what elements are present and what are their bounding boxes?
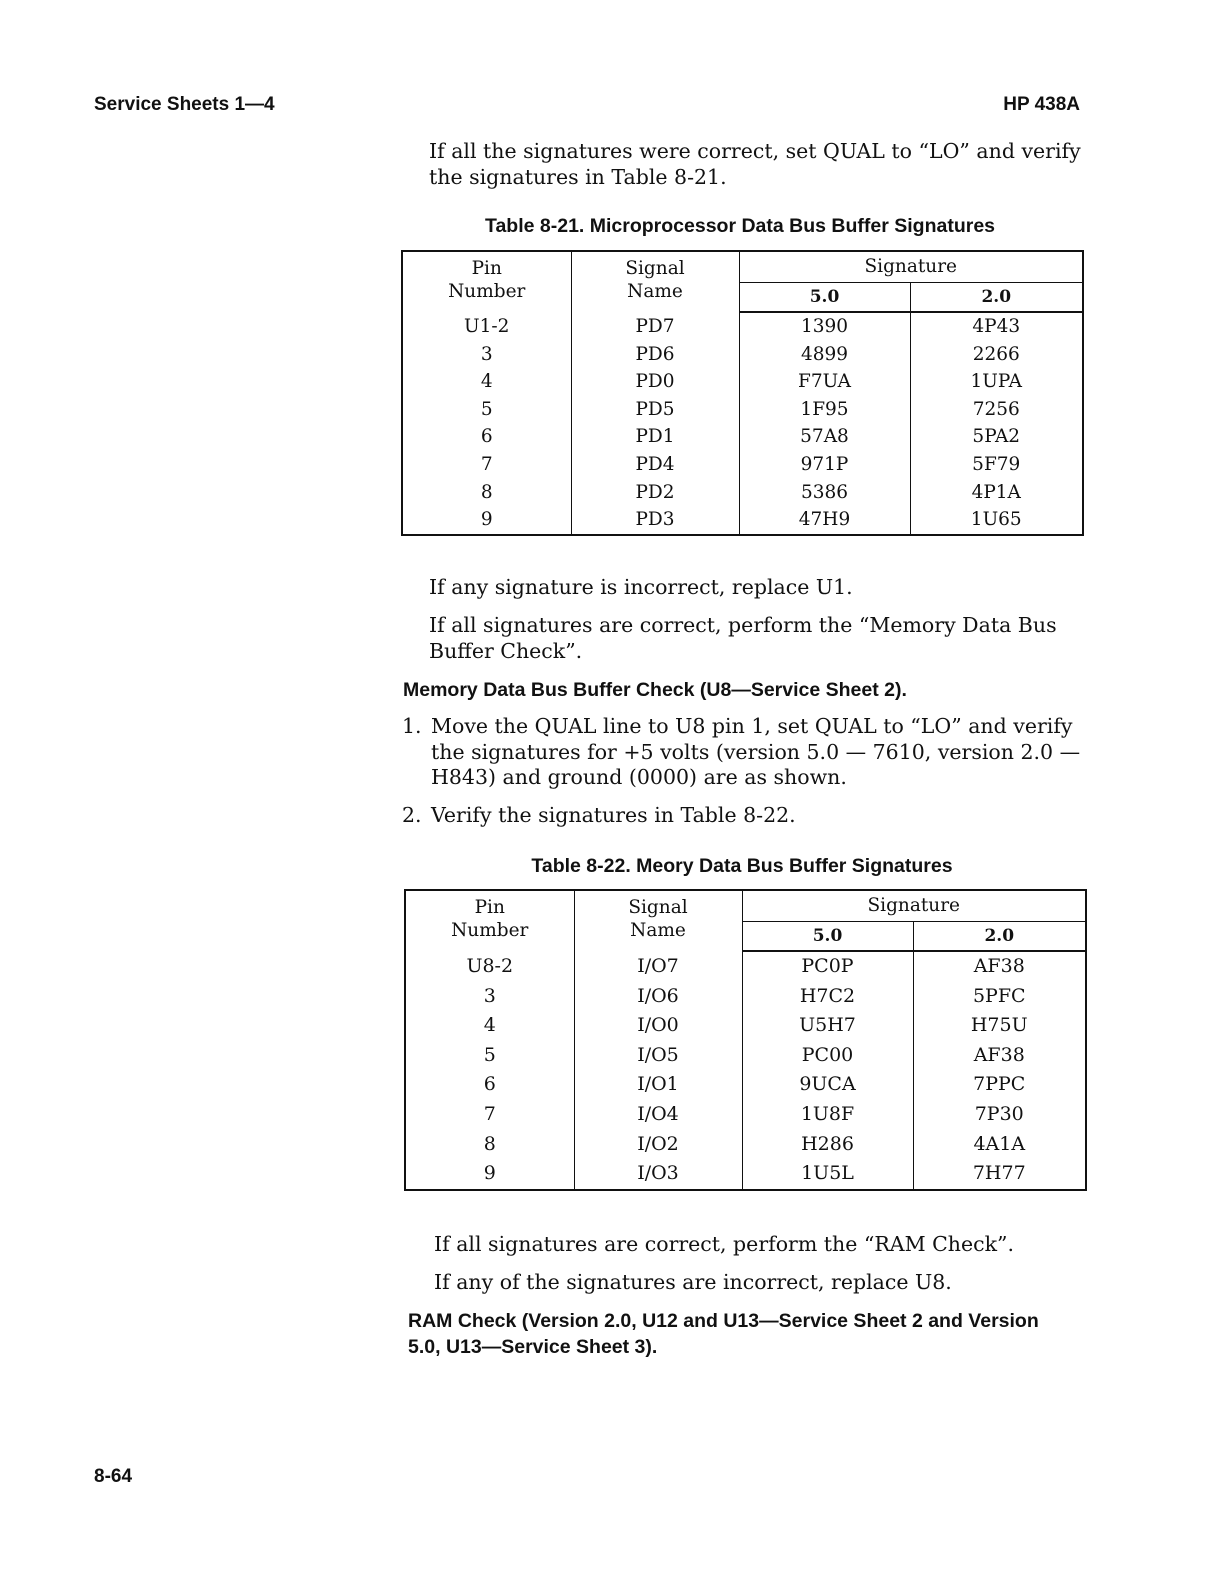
table-row bbox=[405, 1159, 1086, 1190]
cell-pin: 8 bbox=[402, 479, 571, 507]
cell-v50: 1U5L bbox=[742, 1159, 913, 1190]
cell-pin: 3 bbox=[402, 341, 571, 369]
version-2-0-header: 2.0 bbox=[910, 283, 1083, 313]
signal-name-header: Signal Name bbox=[571, 251, 739, 312]
table-row bbox=[405, 951, 1086, 982]
cell-pin: U8-2 bbox=[405, 951, 574, 982]
ram-check-heading bbox=[408, 1308, 1039, 1360]
version-2-0-header: 2.0 bbox=[913, 922, 1086, 952]
table-row bbox=[402, 451, 1083, 479]
cell-pin: 3 bbox=[405, 982, 574, 1012]
cell-pin: 6 bbox=[402, 423, 571, 451]
cell-signal: PD6 bbox=[571, 341, 739, 369]
cell-v50: 1U8F bbox=[742, 1100, 913, 1130]
cell-v50: 47H9 bbox=[739, 506, 910, 535]
running-header-section: Service Sheets 1—4 bbox=[94, 94, 275, 115]
cell-v20: 4P43 bbox=[910, 312, 1083, 341]
cell-signal: I/O1 bbox=[574, 1070, 742, 1100]
memory-check-instruction: If all signatures are correct, perform the “Memory Data Bus Buffer Check”. bbox=[429, 613, 1057, 663]
cell-v20: H75U bbox=[913, 1011, 1086, 1041]
step-2-text: Verify the signatures in Table 8-22. bbox=[431, 803, 796, 827]
replace-u1-note: If any signature is incorrect, replace U1. bbox=[429, 575, 853, 599]
cell-v50: 5386 bbox=[739, 479, 910, 507]
cell-signal: PD7 bbox=[571, 312, 739, 341]
cell-v50: U5H7 bbox=[742, 1011, 913, 1041]
table-8-22-caption: Table 8-22. Meory Data Bus Buffer Signatures bbox=[531, 855, 953, 877]
cell-signal: PD1 bbox=[571, 423, 739, 451]
cell-pin: 4 bbox=[405, 1011, 574, 1041]
table-row bbox=[405, 1130, 1086, 1160]
cell-signal: PD0 bbox=[571, 368, 739, 396]
cell-v50: 1390 bbox=[739, 312, 910, 341]
cell-pin: 9 bbox=[402, 506, 571, 535]
cell-v50: F7UA bbox=[739, 368, 910, 396]
cell-v50: 971P bbox=[739, 451, 910, 479]
ram-check-heading-line2: 5.0, U13—Service Sheet 3). bbox=[408, 1336, 658, 1358]
cell-v20: 5PFC bbox=[913, 982, 1086, 1012]
cell-pin: 7 bbox=[402, 451, 571, 479]
cell-pin: U1-2 bbox=[402, 312, 571, 341]
cell-v20: 2266 bbox=[910, 341, 1083, 369]
cell-v20: 7P30 bbox=[913, 1100, 1086, 1130]
table-row bbox=[405, 1041, 1086, 1071]
cell-v50: H286 bbox=[742, 1130, 913, 1160]
cell-v50: PC00 bbox=[742, 1041, 913, 1071]
version-5-0-header: 5.0 bbox=[739, 283, 910, 313]
cell-signal: I/O6 bbox=[574, 982, 742, 1012]
cell-v20: 7H77 bbox=[913, 1159, 1086, 1190]
cell-signal: I/O0 bbox=[574, 1011, 742, 1041]
ram-check-heading-line1: RAM Check (Version 2.0, U12 and U13—Service Sheet 2 and Version bbox=[408, 1310, 1039, 1332]
cell-v20: AF38 bbox=[913, 1041, 1086, 1071]
table-row bbox=[402, 479, 1083, 507]
running-header-model: HP 438A bbox=[1003, 94, 1080, 115]
cell-v20: 1U65 bbox=[910, 506, 1083, 535]
signal-name-header: Signal Name bbox=[574, 890, 742, 951]
cell-pin: 8 bbox=[405, 1130, 574, 1160]
cell-v50: 57A8 bbox=[739, 423, 910, 451]
table-row bbox=[405, 1100, 1086, 1130]
table-row bbox=[402, 396, 1083, 424]
table-row bbox=[405, 982, 1086, 1012]
memory-check-heading: Memory Data Bus Buffer Check (U8—Service Sheet 2). bbox=[403, 679, 907, 701]
cell-v20: 5F79 bbox=[910, 451, 1083, 479]
cell-v20: 4P1A bbox=[910, 479, 1083, 507]
cell-v20: 5PA2 bbox=[910, 423, 1083, 451]
table-8-21-body bbox=[402, 312, 1083, 535]
cell-v20: 7256 bbox=[910, 396, 1083, 424]
cell-v50: 9UCA bbox=[742, 1070, 913, 1100]
table-row bbox=[402, 368, 1083, 396]
table-8-22 bbox=[404, 889, 1087, 1191]
cell-signal: PD2 bbox=[571, 479, 739, 507]
cell-v50: 4899 bbox=[739, 341, 910, 369]
cell-pin: 9 bbox=[405, 1159, 574, 1190]
pin-number-header: Pin Number bbox=[402, 251, 571, 312]
cell-signal: I/O2 bbox=[574, 1130, 742, 1160]
cell-signal: PD5 bbox=[571, 396, 739, 424]
step-2-number: 2. bbox=[402, 803, 422, 827]
cell-pin: 6 bbox=[405, 1070, 574, 1100]
signature-header: Signature bbox=[742, 890, 1086, 922]
intro-paragraph: If all the signatures were correct, set QUAL to “LO” and verify the signatures in Table 8-21. bbox=[429, 139, 1081, 189]
cell-pin: 5 bbox=[405, 1041, 574, 1071]
step-1-text: Move the QUAL line to U8 pin 1, set QUAL to “LO” and verify the signatures for +5 volts (version 5.0 — 7610, version 2.0 — H843) and ground (0000) are as shown. bbox=[431, 714, 1081, 789]
table-row bbox=[402, 423, 1083, 451]
table-row bbox=[405, 1011, 1086, 1041]
table-row bbox=[402, 506, 1083, 535]
cell-signal: I/O3 bbox=[574, 1159, 742, 1190]
cell-pin: 7 bbox=[405, 1100, 574, 1130]
cell-v20: 4A1A bbox=[913, 1130, 1086, 1160]
cell-signal: PD3 bbox=[571, 506, 739, 535]
cell-signal: I/O7 bbox=[574, 951, 742, 982]
step-1-number: 1. bbox=[402, 714, 422, 738]
cell-v20: 7PPC bbox=[913, 1070, 1086, 1100]
cell-pin: 4 bbox=[402, 368, 571, 396]
cell-pin: 5 bbox=[402, 396, 571, 424]
ram-check-instruction: If all signatures are correct, perform the “RAM Check”. bbox=[434, 1232, 1015, 1256]
cell-v50: H7C2 bbox=[742, 982, 913, 1012]
replace-u8-note: If any of the signatures are incorrect, replace U8. bbox=[434, 1270, 952, 1294]
pin-number-header: Pin Number bbox=[405, 890, 574, 951]
cell-v50: 1F95 bbox=[739, 396, 910, 424]
signature-header: Signature bbox=[739, 251, 1083, 283]
cell-v50: PC0P bbox=[742, 951, 913, 982]
cell-signal: I/O4 bbox=[574, 1100, 742, 1130]
page-number: 8-64 bbox=[94, 1466, 133, 1487]
cell-v20: AF38 bbox=[913, 951, 1086, 982]
table-8-21 bbox=[401, 250, 1084, 536]
cell-signal: PD4 bbox=[571, 451, 739, 479]
version-5-0-header: 5.0 bbox=[742, 922, 913, 952]
table-row bbox=[405, 1070, 1086, 1100]
table-row bbox=[402, 341, 1083, 369]
cell-v20: 1UPA bbox=[910, 368, 1083, 396]
table-row bbox=[402, 312, 1083, 341]
table-8-22-body bbox=[405, 951, 1086, 1190]
table-8-21-caption: Table 8-21. Microprocessor Data Bus Buffer Signatures bbox=[484, 215, 996, 237]
cell-signal: I/O5 bbox=[574, 1041, 742, 1071]
